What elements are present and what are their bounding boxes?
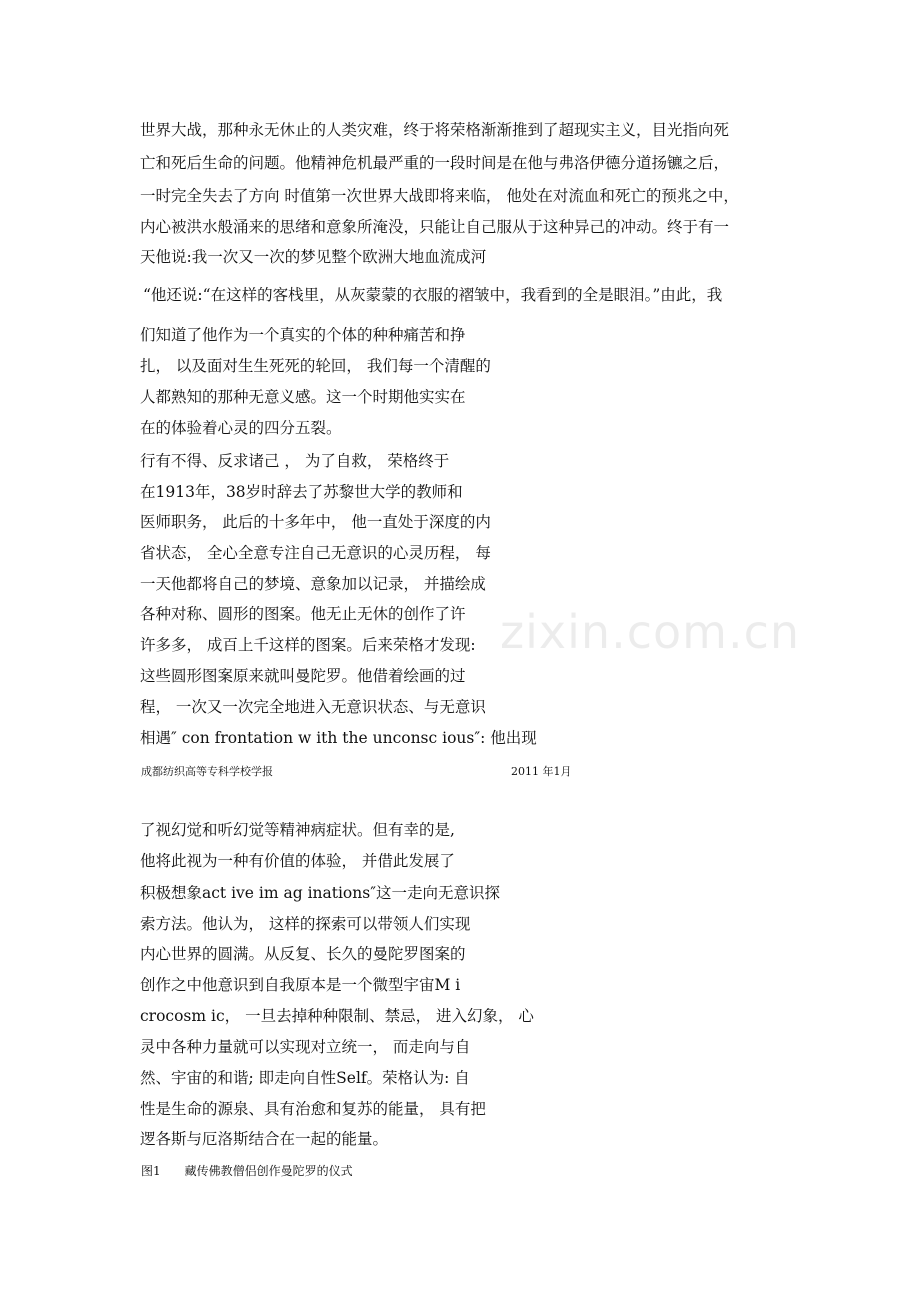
body-line: crocosm ic， 一旦去掉种种限制、禁忌， 进入幻象， 心 bbox=[140, 1007, 534, 1025]
body-line: 性是生命的源泉、具有治愈和复苏的能量， 具有把 bbox=[140, 1100, 486, 1118]
body-line: 灵中各种力量就可以实现对立统一， 而走向与自 bbox=[140, 1038, 471, 1056]
body-line: 了视幻觉和听幻觉等精神病症状。但有幸的是, bbox=[140, 821, 455, 839]
body-line: 程， 一次又一次完全地进入无意识状态、与无意识 bbox=[140, 698, 486, 716]
body-line: 们知道了他作为一个真实的个体的种种痛苦和挣 bbox=[140, 326, 466, 344]
body-line: 然、宇宙的和谐; 即走向自性Self。荣格认为: 自 bbox=[140, 1069, 470, 1087]
body-line: 人都熟知的那种无意义感。这一个时期他实实在 bbox=[140, 388, 466, 406]
body-line: 一天他都将自己的梦境、意象加以记录， 并描绘成 bbox=[140, 575, 486, 593]
quote-line: “他还说:“在这样的客栈里，从灰蒙蒙的衣服的褶皱中，我看到的全是眼泪。”由此，我 bbox=[143, 286, 723, 304]
body-line: 医师职务， 此后的十多年中， 他一直处于深度的内 bbox=[140, 513, 491, 531]
body-line: 他将此视为一种有价值的体验， 并借此发展了 bbox=[140, 852, 455, 870]
body-line: 逻各斯与厄洛斯结合在一起的能量。 bbox=[140, 1130, 389, 1148]
body-line: 相遇″ con frontation w ith the unconsc ious″: 他出现 bbox=[140, 729, 537, 747]
body-line: 索方法。他认为， 这样的探索可以带领人们实现 bbox=[140, 915, 471, 933]
body-line: 许多多， 成百上千这样的图案。后来荣格才发现: bbox=[140, 636, 476, 654]
body-line: 天他说:我一次又一次的梦见整个欧洲大地血流成河 bbox=[140, 248, 487, 266]
body-line: 这些圆形图案原来就叫曼陀罗。他借着绘画的过 bbox=[140, 667, 466, 685]
figure-caption: 图1 藏传佛教僧侣创作曼陀罗的仪式 bbox=[141, 1164, 353, 1178]
body-line: 扎， 以及面对生生死死的轮回， 我们每一个清醒的 bbox=[140, 357, 491, 375]
body-line: 积极想象act ive im ag inations″这一走向无意识探 bbox=[140, 884, 500, 902]
watermark: zixin.com.cn bbox=[500, 605, 801, 659]
body-line: 一时完全失去了方向 时值第一次世界大战即将来临， 他处在对流血和死亡的预兆之中， bbox=[140, 187, 739, 205]
body-line: 内心被洪水般涌来的思绪和意象所淹没，只能让自己服从于这种异己的冲动。终于有一 bbox=[140, 218, 730, 236]
body-line: 在的体验着心灵的四分五裂。 bbox=[140, 419, 342, 437]
body-line: 创作之中他意识到自我原本是一个微型宇宙M i bbox=[140, 976, 461, 994]
body-line: 在1913年，38岁时辞去了苏黎世大学的教师和 bbox=[140, 483, 463, 501]
body-line: 省状态， 全心全意专注自己无意识的心灵历程， 每 bbox=[140, 544, 491, 562]
body-line: 内心世界的圆满。从反复、长久的曼陀罗图案的 bbox=[140, 945, 466, 963]
body-line: 亡和死后生命的问题。他精神危机最严重的一段时间是在他与弗洛伊德分道扬镳之后， bbox=[140, 154, 730, 172]
body-line: 各种对称、圆形的图案。他无止无休的创作了许 bbox=[140, 605, 466, 623]
body-line: 世界大战，那种永无休止的人类灾难，终于将荣格渐渐推到了超现实主义，目光指向死 bbox=[140, 121, 730, 139]
issue-date: 2011 年1月 bbox=[511, 765, 572, 778]
journal-name: 成都纺织高等专科学校学报 bbox=[141, 765, 273, 778]
body-line: 行有不得、反求诸己 ， 为了自救， 荣格终于 bbox=[140, 452, 450, 470]
